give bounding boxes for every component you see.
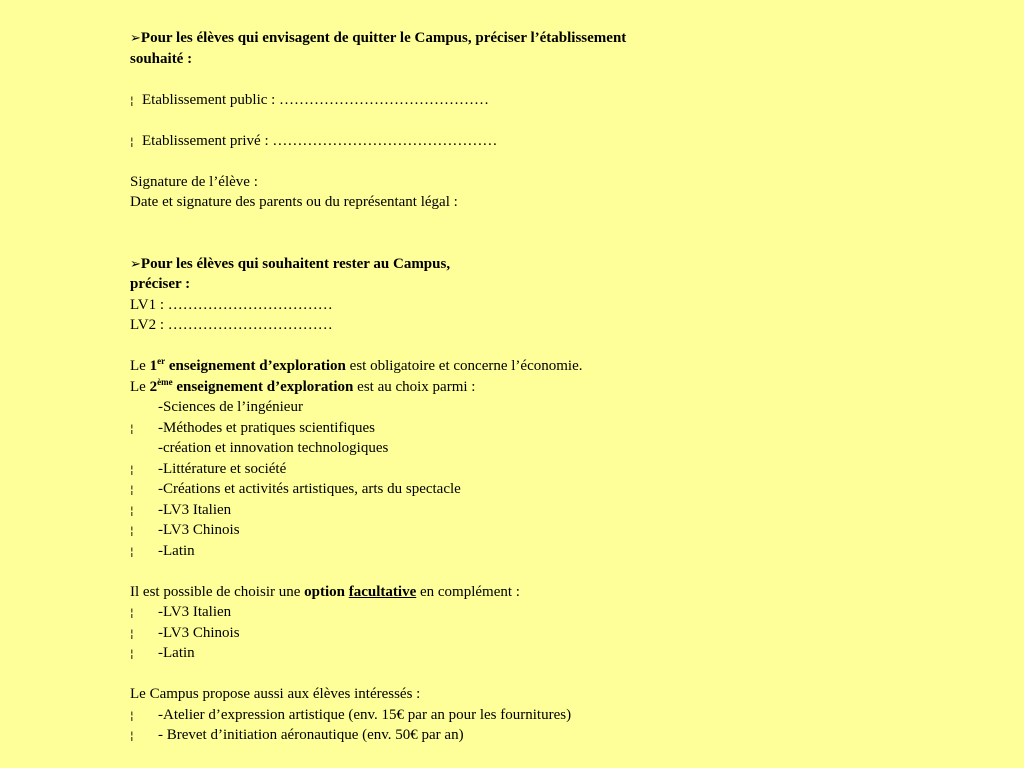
exploration-choices-list: [130, 397, 750, 561]
checkbox-icon[interactable]: ¦: [130, 544, 134, 558]
text-fragment: Il est possible de choisir une: [130, 583, 305, 600]
optional-option-item[interactable]: [130, 602, 750, 623]
exploration-term: enseignement d’exploration: [172, 378, 354, 395]
private-school-label: Etablissement privé : ………………………………………: [142, 132, 498, 149]
option-term: option: [304, 583, 345, 600]
lv1-field[interactable]: LV1 : ……………………………: [130, 296, 333, 313]
campus-activity-item[interactable]: [130, 725, 750, 746]
item-label: -Latin: [158, 542, 195, 559]
student-signature-label: Signature de l’élève :: [130, 173, 258, 190]
arrow-bullet-icon: ➢: [130, 31, 141, 46]
exploration-choice-item[interactable]: [130, 541, 750, 562]
checkbox-icon[interactable]: ¦: [130, 606, 134, 619]
ordinal-suffix: er: [157, 356, 166, 366]
exploration-choice-item[interactable]: [130, 520, 750, 541]
text-fragment: est au choix parmi :: [353, 378, 476, 395]
campus-activity-item[interactable]: [130, 705, 750, 726]
item-label: -Sciences de l’ingénieur: [158, 399, 303, 415]
checkbox-icon[interactable]: ¦: [130, 647, 134, 660]
section1-title: [130, 28, 750, 49]
campus-intro: Le Campus propose aussi aux élèves intéressés :: [130, 686, 421, 702]
arrow-bullet-icon: ➢: [130, 256, 141, 272]
item-label: -LV3 Italien: [158, 501, 232, 518]
ordinal-number: 1: [149, 358, 158, 374]
exploration-choice-item: [130, 438, 750, 459]
optional-options-list: [130, 602, 750, 664]
campus-activities-list: [130, 705, 750, 746]
item-label: -LV3 Chinois: [158, 522, 240, 538]
ordinal-number: 2: [149, 378, 158, 395]
section2-title-line2: préciser :: [130, 276, 191, 292]
ordinal-suffix: ème: [157, 376, 173, 387]
item-label: -Créations et activités artistiques, arts du spectacle: [158, 481, 461, 497]
item-label: -Atelier d’expression artistique (env. 15€ par an pour les fournitures): [158, 706, 572, 723]
section2-title-line1: Pour les élèves qui souhaitent rester au Campus,: [140, 255, 451, 272]
item-label: -LV3 Chinois: [158, 624, 240, 641]
checkbox-icon[interactable]: ¦: [130, 421, 134, 435]
exploration-choice-item[interactable]: [130, 418, 750, 439]
text-fragment: Le: [130, 358, 150, 374]
checkbox-icon[interactable]: ¦: [130, 729, 134, 742]
public-school-label: Etablissement public : ……………………………………: [142, 91, 490, 108]
checkbox-icon[interactable]: ¦: [130, 503, 134, 517]
private-school-field[interactable]: [130, 131, 750, 152]
optional-option-item[interactable]: [130, 623, 750, 644]
checkbox-icon[interactable]: ¦: [130, 483, 134, 496]
second-exploration-line: [130, 377, 750, 398]
text-fragment: en complément :: [416, 583, 520, 600]
section1-title-line1: Pour les élèves qui envisagent de quitter le Campus, préciser l’établissement: [140, 30, 627, 46]
lv2-field[interactable]: LV2 : ……………………………: [130, 317, 333, 333]
checkbox-icon[interactable]: ¦: [130, 93, 134, 107]
document-body: [130, 28, 750, 746]
checkbox-icon[interactable]: ¦: [130, 462, 134, 476]
exploration-choice-item[interactable]: [130, 459, 750, 480]
optional-option-line: [130, 582, 750, 603]
exploration-choice-item[interactable]: [130, 479, 750, 500]
facultative-term: facultative: [348, 583, 417, 600]
exploration-choice-item: [130, 397, 750, 418]
exploration-term: enseignement d’exploration: [165, 358, 346, 374]
optional-option-item[interactable]: [130, 643, 750, 664]
text-fragment: Le: [130, 378, 150, 395]
checkbox-icon[interactable]: ¦: [130, 134, 134, 148]
parent-signature-label: Date et signature des parents ou du représentant légal :: [130, 194, 458, 210]
exploration-choice-item[interactable]: [130, 500, 750, 521]
section1-title-line2: souhaité :: [130, 50, 193, 67]
first-exploration-line: [130, 356, 750, 377]
public-school-field[interactable]: [130, 90, 750, 111]
item-label: -Méthodes et pratiques scientifiques: [158, 419, 376, 436]
item-label: -Littérature et société: [158, 460, 287, 477]
section2-title: [130, 254, 750, 275]
text-fragment: est obligatoire et concerne l’économie.: [345, 358, 583, 374]
item-label: -LV3 Italien: [158, 604, 232, 620]
checkbox-icon[interactable]: ¦: [130, 626, 134, 640]
item-label: - Brevet d’initiation aéronautique (env. 50€ par an): [158, 727, 464, 743]
checkbox-icon[interactable]: ¦: [130, 708, 134, 722]
item-label: -Latin: [158, 645, 195, 661]
item-label: -création et innovation technologiques: [158, 440, 389, 456]
checkbox-icon[interactable]: ¦: [130, 524, 134, 537]
